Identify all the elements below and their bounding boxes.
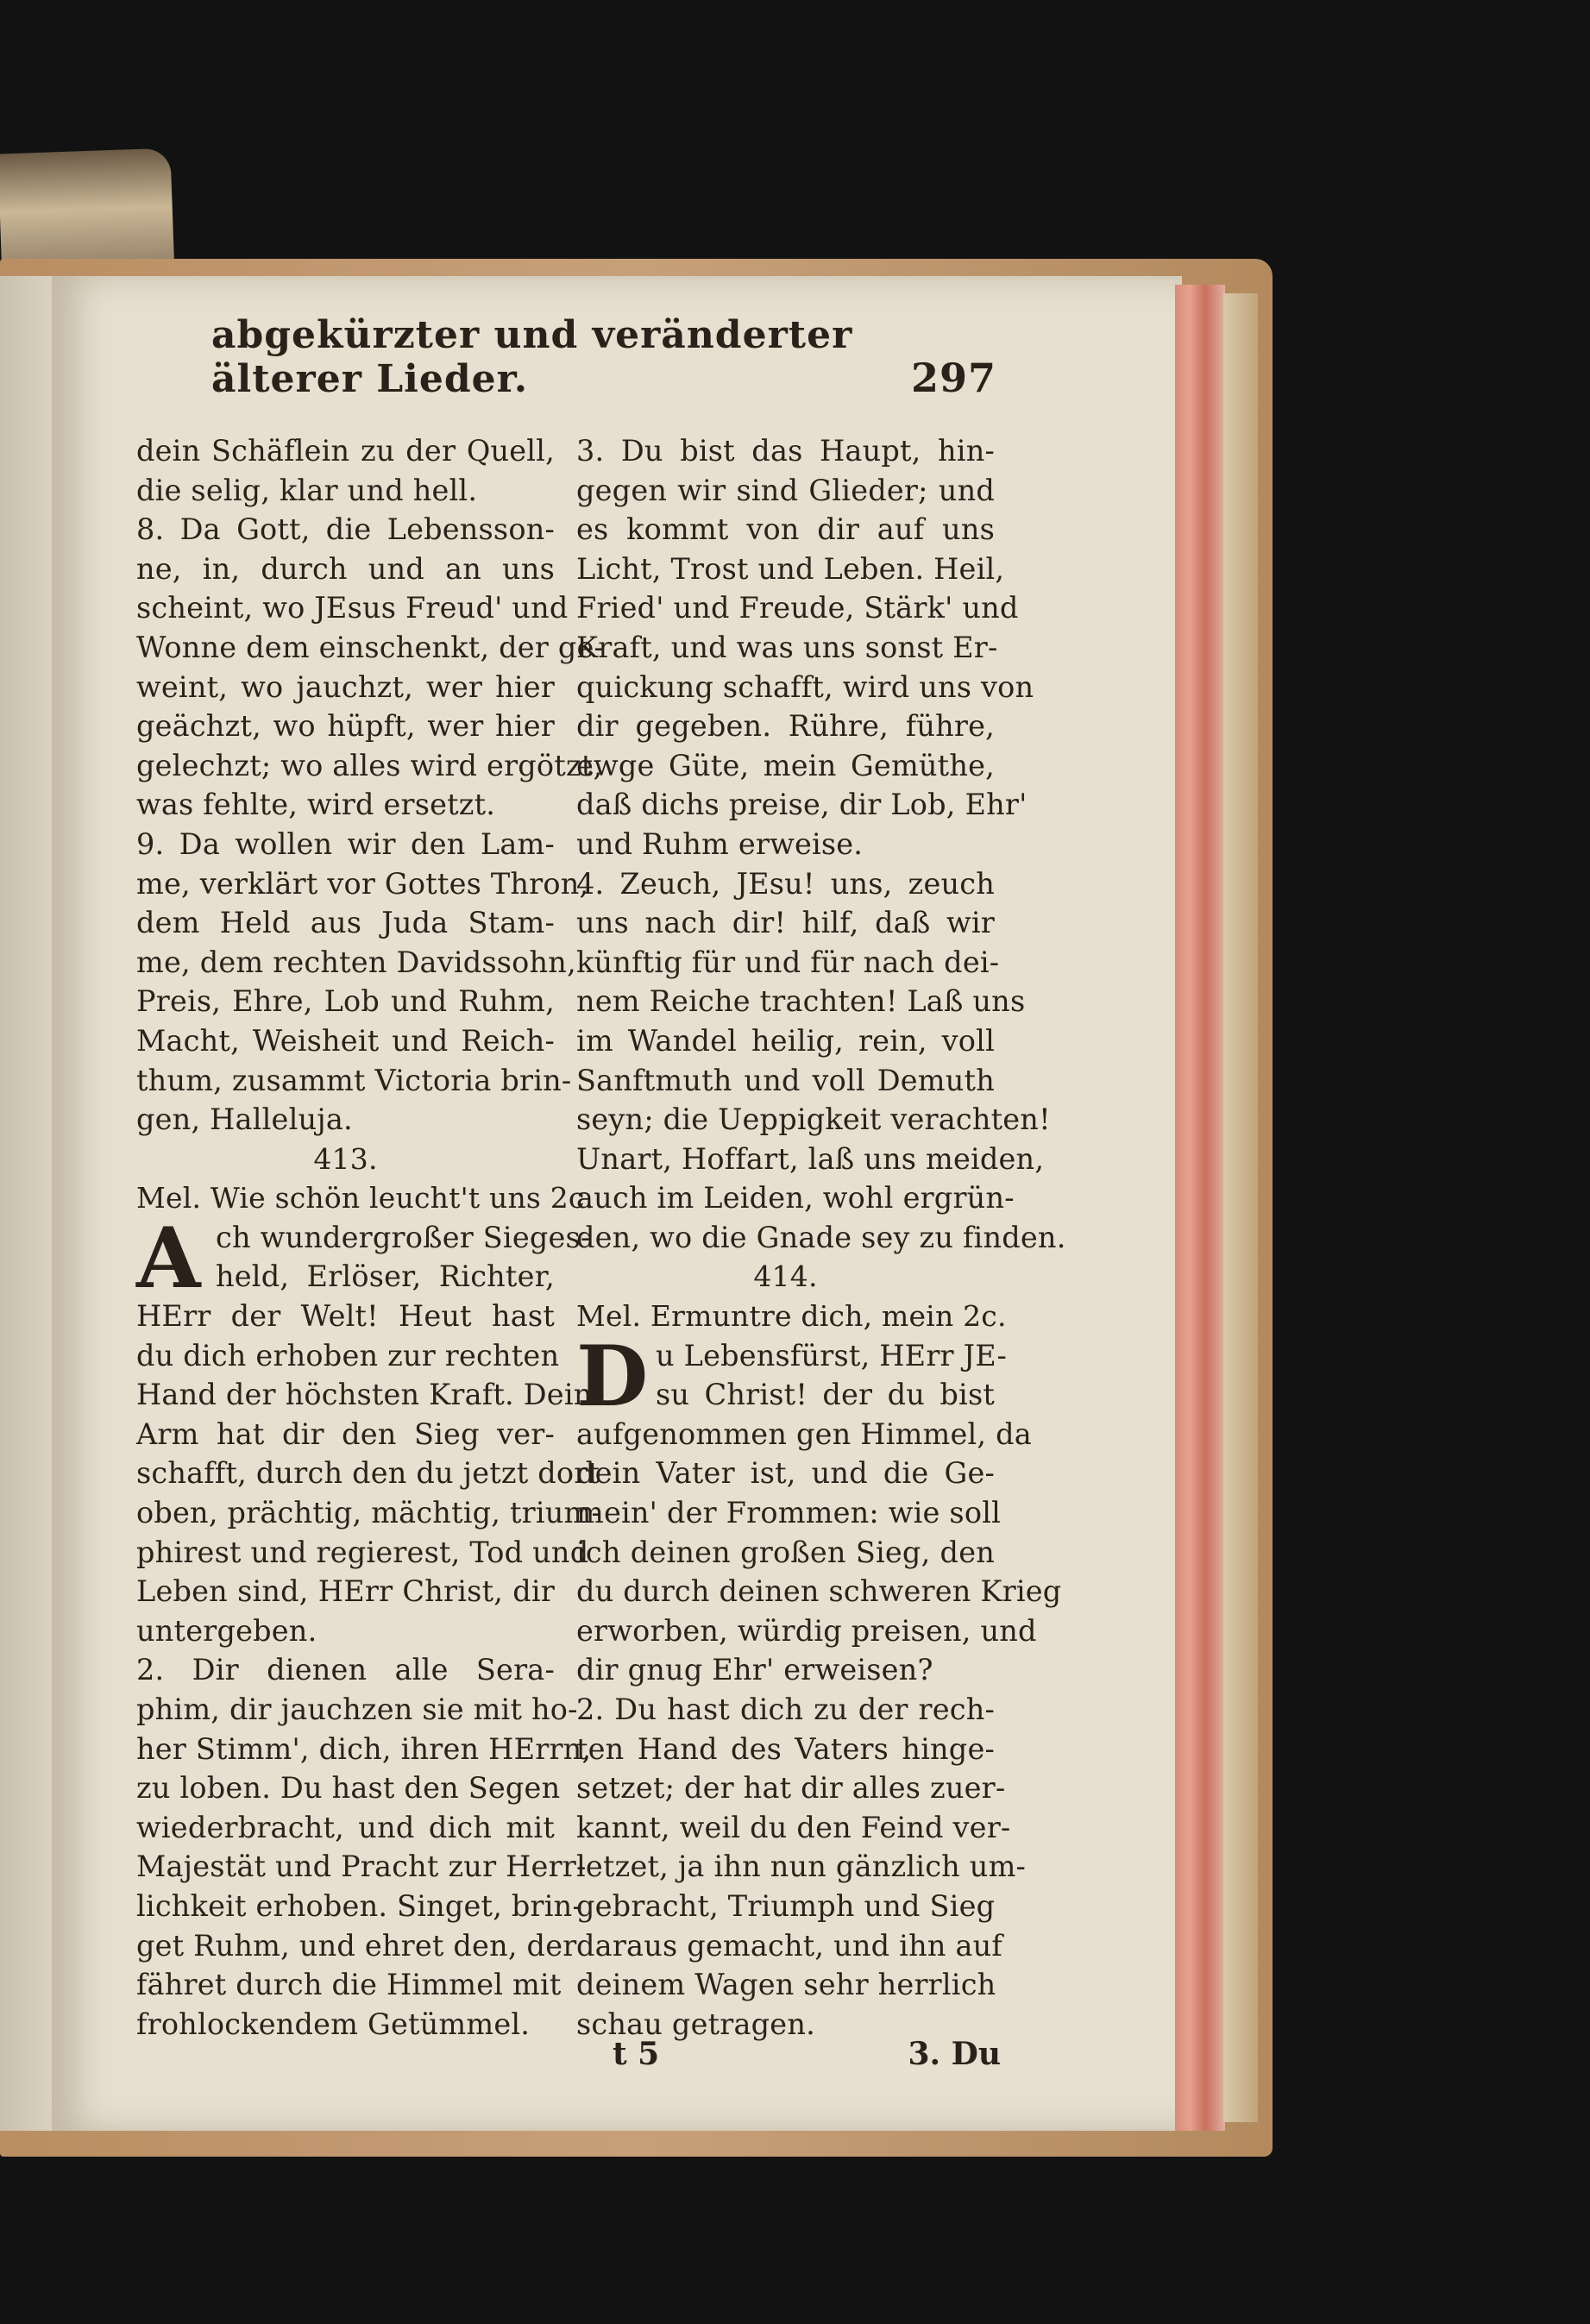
left-text-block [136, 431, 605, 1140]
text-line: scheint, wo JEsus Freud' und [136, 591, 569, 625]
text-line: phirest und regierest, Tod und [136, 1535, 589, 1569]
text-line: Fried' und Freude, Stärk' und [576, 591, 1019, 625]
melody-line: Mel. Ermuntre dich, mein 2c. [576, 1299, 1007, 1334]
text-line: Kraft, und was uns sonst Er- [576, 630, 998, 664]
text-line: weint, wo jauchzt, wer hier [136, 669, 555, 704]
text-line: deinem Wagen sehr herrlich [576, 1968, 996, 2002]
text-line: HErr der Welt! Heut hast [136, 1299, 555, 1334]
text-line: im Wandel heilig, rein, voll [576, 1023, 995, 1058]
catchword: 3. Du [908, 2036, 1001, 2072]
left-column [136, 431, 605, 2044]
text-line: daß dichs preise, dir Lob, Ehr' [576, 788, 1028, 822]
text-line: auch im Leiden, wohl ergrün- [576, 1181, 1015, 1215]
text-line: setzet; der hat dir alles zuer- [576, 1771, 1006, 1806]
text-line: du durch deinen schweren Krieg [576, 1574, 1062, 1609]
text-line: frohlockendem Getümmel. [136, 2007, 531, 2041]
text-line: 9. Da wollen wir den Lam- [136, 826, 555, 861]
text-line: künftig für und für nach dei- [576, 945, 1000, 979]
text-line: zu loben. Du hast den Segen [136, 1771, 561, 1806]
text-line: Majestät und Pracht zur Herr- [136, 1850, 587, 1884]
text-line: geächzt, wo hüpft, wer hier [136, 709, 555, 744]
drop-initial: A [136, 1209, 201, 1307]
text-line: gegen wir sind Glieder; und [576, 473, 995, 507]
page-number: 297 [910, 355, 996, 401]
text-line: held, Erlöser, Richter, [216, 1259, 555, 1294]
text-line: ten Hand des Vaters hinge- [576, 1731, 995, 1766]
text-line: die selig, klar und hell. [136, 473, 478, 507]
text-line: uns nach dir! hilf, daß wir [576, 906, 995, 940]
text-line: ewge Güte, mein Gemüthe, [576, 748, 995, 782]
text-line: daraus gemacht, und ihn auf [576, 1928, 1003, 1963]
text-line: gen, Halleluja. [136, 1102, 353, 1137]
text-line: dem Held aus Juda Stam- [136, 906, 555, 940]
page-footer [578, 2036, 1001, 2079]
text-line: erworben, würdig preisen, und [576, 1613, 1037, 1648]
text-line: Arm hat dir den Sieg ver- [136, 1416, 555, 1451]
text-line: lichkeit erhoben. Singet, brin- [136, 1888, 582, 1923]
text-line: ich deinen großen Sieg, den [576, 1535, 995, 1569]
melody-line: Mel. Wie schön leucht't uns 2c. [136, 1181, 594, 1215]
drop-initial: D [576, 1327, 649, 1425]
text-line: 3. Du bist das Haupt, hin- [576, 434, 995, 468]
text-line: und Ruhm erweise. [576, 826, 864, 861]
text-line: 8. Da Gott, die Lebensson- [136, 512, 555, 547]
page-header [211, 313, 996, 401]
text-line: Sanftmuth und voll Demuth [576, 1063, 995, 1097]
text-line: letzet, ja ihn nun gänzlich um- [576, 1850, 1027, 1884]
text-line: ne, in, durch und an uns [136, 551, 555, 586]
text-line: gelechzt; wo alles wird ergötzt, [136, 748, 603, 782]
text-line: aufgenommen gen Himmel, da [576, 1416, 1032, 1451]
text-line: dir gegeben. Rühre, führe, [576, 709, 995, 744]
text-line: es kommt von dir auf uns [576, 512, 995, 547]
text-line: Macht, Weisheit und Reich- [136, 1023, 555, 1058]
text-line: gebracht, Triumph und Sieg [576, 1888, 996, 1923]
text-line: ch wundergroßer Sieges- [216, 1220, 591, 1254]
text-line: wiederbracht, und dich mit [136, 1810, 555, 1844]
text-line: dein Vater ist, und die Ge- [576, 1456, 995, 1491]
running-title: abgekürzter und veränderter älterer Lieder. [211, 313, 853, 401]
text-line: seyn; die Ueppigkeit verachten! [576, 1102, 1051, 1137]
text-line: den, wo die Gnade sey zu finden. [576, 1220, 1066, 1254]
text-line: 2. Du hast dich zu der rech- [576, 1693, 995, 1726]
text-line: mein' der Frommen: wie soll [576, 1496, 1002, 1530]
text-line: schafft, durch den du jetzt dort [136, 1456, 600, 1491]
hymn-opening [576, 1327, 1008, 1425]
text-line: get Ruhm, und ehret den, der [136, 1928, 577, 1963]
text-line: dein Schäflein zu der Quell, [136, 434, 555, 468]
text-line: me, verklärt vor Gottes Thron, [136, 866, 589, 901]
text-line: kannt, weil du den Feind ver- [576, 1810, 1011, 1844]
text-line: nem Reiche trachten! Laß uns [576, 984, 1026, 1019]
text-line: su Christ! der du bist [656, 1378, 995, 1412]
hymn-number: 413. [313, 1141, 378, 1176]
text-line: untergeben. [136, 1613, 317, 1648]
text-line: fähret durch die Himmel mit [136, 1968, 562, 2002]
text-line: Licht, Trost und Leben. Heil, [576, 551, 1005, 586]
text-line: u Lebensfürst, HErr JE- [656, 1338, 1008, 1372]
text-line: du dich erhoben zur rechten [136, 1338, 560, 1372]
text-line: thum, zusammt Victoria brin- [136, 1063, 572, 1097]
text-line: quickung schafft, wird uns von [576, 669, 1034, 704]
text-line: Wonne dem einschenkt, der ge- [136, 630, 605, 664]
hymn-opening [136, 1209, 591, 1307]
right-column [576, 431, 1066, 2044]
text-line: Leben sind, HErr Christ, dir [136, 1574, 555, 1609]
text-line: her Stimm', dich, ihren HErrn, [136, 1731, 592, 1766]
text-line: phim, dir jauchzen sie mit ho- [136, 1693, 578, 1726]
red-page-edge [1175, 285, 1225, 2131]
right-text-block-2 [576, 1415, 1062, 2044]
right-text-block [576, 431, 1066, 1257]
text-line: me, dem rechten Davidssohn, [136, 945, 576, 979]
text-line: schau getragen. [576, 2007, 815, 2041]
text-line: oben, prächtig, mächtig, trium- [136, 1496, 602, 1530]
signature-mark: t 5 [613, 2036, 660, 2072]
hymn-number: 414. [753, 1259, 818, 1294]
text-line: 2. Dir dienen alle Sera- [136, 1653, 555, 1687]
left-text-block-2 [136, 1297, 602, 2044]
text-line: Hand der höchsten Kraft. Dein [136, 1378, 593, 1412]
text-line: Preis, Ehre, Lob und Ruhm, [136, 984, 555, 1019]
text-line: 4. Zeuch, JEsu! uns, zeuch [576, 866, 995, 901]
text-line: was fehlte, wird ersetzt. [136, 788, 496, 822]
text-line: Unart, Hoffart, laß uns meiden, [576, 1141, 1045, 1176]
text-line: dir gnug Ehr' erweisen? [576, 1653, 933, 1687]
page-edge [1223, 293, 1258, 2122]
